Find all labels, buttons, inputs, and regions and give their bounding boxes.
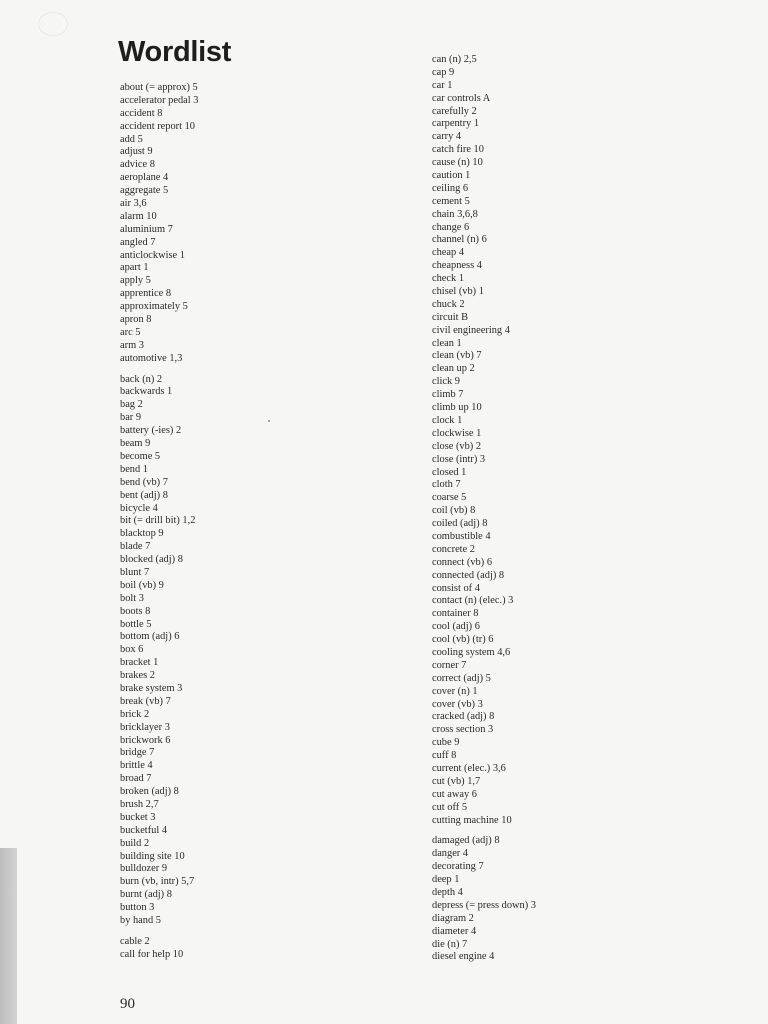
- wordlist-entry: carry 4: [432, 131, 462, 143]
- wordlist-entry: car 1: [432, 79, 453, 91]
- wordlist-entry: accelerator pedal 3: [120, 94, 199, 106]
- wordlist-entry: arc 5: [120, 326, 141, 338]
- wordlist-entry: danger 4: [432, 848, 469, 860]
- wordlist-entry: bicycle 4: [120, 502, 158, 514]
- wordlist-entry: bulldozer 9: [120, 863, 168, 875]
- wordlist-entry: arm 3: [120, 339, 144, 351]
- wordlist-entry: aggregate 5: [120, 185, 169, 197]
- wordlist-entry: burn (vb, intr) 5,7: [120, 876, 195, 888]
- wordlist-entry: depress (= press down) 3: [432, 899, 536, 911]
- wordlist-entry: building site 10: [120, 850, 185, 862]
- wordlist-entry: break (vb) 7: [120, 695, 171, 707]
- wordlist-entry: current (elec.) 3,6: [432, 762, 506, 774]
- wordlist-entry: become 5: [120, 450, 161, 462]
- wordlist-entry: alarm 10: [120, 210, 157, 222]
- wordlist-entry: correct (adj) 5: [432, 672, 491, 684]
- wordlist-entry: blunt 7: [120, 566, 150, 578]
- wordlist-entry: change 6: [432, 221, 470, 233]
- wordlist-entry: anticlockwise 1: [120, 249, 185, 261]
- wordlist-entry: clean up 2: [432, 363, 475, 375]
- wordlist-entry: bucket 3: [120, 811, 156, 823]
- wordlist-entry: bar 9: [120, 412, 142, 424]
- wordlist-entry: bricklayer 3: [120, 721, 170, 733]
- wordlist-entry: cool (vb) (tr) 6: [432, 634, 494, 646]
- wordlist-entry: apply 5: [120, 275, 151, 287]
- wordlist-entry: close (vb) 2: [432, 440, 482, 452]
- wordlist-entry: about (= approx) 5: [120, 82, 198, 93]
- wordlist-entry: accident 8: [120, 107, 163, 119]
- wordlist-entry: brake system 3: [120, 682, 183, 694]
- wordlist-entry: add 5: [120, 133, 143, 145]
- wordlist-entry: combustible 4: [432, 530, 491, 542]
- wordlist-entry: depth 4: [432, 887, 463, 898]
- wordlist-entry: aeroplane 4: [120, 172, 169, 184]
- wordlist-entry: boots 8: [120, 605, 151, 617]
- wordlist-entry: battery (-ies) 2: [120, 425, 182, 437]
- wordlist-entry: bridge 7: [120, 747, 155, 759]
- wordlist-entry: by hand 5: [120, 915, 161, 926]
- wordlist-entry: cutting machine 10: [432, 814, 512, 826]
- wordlist-entry: cement 5: [432, 195, 470, 207]
- wordlist-entry: click 9: [432, 376, 460, 388]
- wordlist-entry: clock 1: [432, 414, 463, 426]
- wordlist-entry: close (intr) 3: [432, 453, 486, 465]
- wordlist-entry: cross section 3: [432, 724, 494, 736]
- wordlist-entry: cap 9: [432, 66, 455, 78]
- wordlist-entry: adjust 9: [120, 146, 153, 158]
- wordlist-entry: burnt (adj) 8: [120, 889, 172, 901]
- wordlist-column-left: [120, 82, 380, 962]
- wordlist-entry: closed 1: [432, 466, 467, 478]
- wordlist-entry: cloth 7: [432, 479, 461, 491]
- wordlist-entry: bottle 5: [120, 618, 152, 630]
- wordlist-entry: accident report 10: [120, 120, 196, 132]
- wordlist-entry: bucketful 4: [120, 824, 168, 836]
- wordlist-entry: bend (vb) 7: [120, 476, 168, 488]
- wordlist-entry: button 3: [120, 902, 155, 914]
- wordlist-entry: cut (vb) 1,7: [432, 775, 481, 787]
- wordlist-entry: contact (n) (elec.) 3: [432, 595, 514, 607]
- wordlist-entry: civil engineering 4: [432, 324, 510, 336]
- wordlist-entry: build 2: [120, 837, 150, 849]
- wordlist-entry: carpentry 1: [432, 118, 480, 130]
- wordlist-entry: car controls A: [432, 92, 491, 104]
- wordlist-entry: air 3,6: [120, 198, 147, 210]
- wordlist-entry: diesel engine 4: [432, 951, 495, 963]
- wordlist-entry: brickwork 6: [120, 734, 171, 746]
- wordlist-entry: brick 2: [120, 708, 150, 720]
- wordlist-entry: advice 8: [120, 159, 155, 171]
- wordlist-entry: brittle 4: [120, 760, 153, 772]
- wordlist-entry: automotive 1,3: [120, 352, 183, 364]
- wordlist-entry: climb up 10: [432, 402, 482, 414]
- wordlist-entry: approximately 5: [120, 301, 188, 313]
- wordlist-column-right: [432, 54, 712, 964]
- wordlist-entry: clean (vb) 7: [432, 350, 482, 362]
- wordlist-entry: bolt 3: [120, 592, 144, 604]
- wordlist-entry: bottom (adj) 6: [120, 631, 180, 643]
- wordlist-entry: circuit B: [432, 311, 469, 323]
- wordlist-entry: blade 7: [120, 541, 151, 553]
- wordlist-entry: cable 2: [120, 935, 150, 947]
- wordlist-entry: cheapness 4: [432, 260, 482, 272]
- wordlist-entry: chain 3,6,8: [432, 208, 478, 220]
- wordlist-entry: blocked (adj) 8: [120, 554, 183, 566]
- wordlist-entry: brakes 2: [120, 670, 155, 682]
- wordlist-entry: cover (vb) 3: [432, 698, 483, 710]
- wordlist-entry: catch fire 10: [432, 144, 484, 156]
- wordlist-entry: cooling system 4,6: [432, 646, 511, 658]
- wordlist-entry: climb 7: [432, 389, 464, 401]
- wordlist-entry: apprentice 8: [120, 288, 172, 300]
- wordlist-entry: deep 1: [432, 874, 460, 886]
- wordlist-entry: cover (n) 1: [432, 685, 478, 697]
- wordlist-entry: backwards 1: [120, 386, 173, 398]
- wordlist-entry: connected (adj) 8: [432, 569, 505, 581]
- wordlist-entry: bracket 1: [120, 657, 159, 669]
- wordlist-entry: coarse 5: [432, 492, 467, 504]
- wordlist-entry: ceiling 6: [432, 182, 469, 194]
- wordlist-entry: die (n) 7: [432, 938, 468, 950]
- wordlist-entry: bit (= drill bit) 1,2: [120, 515, 196, 527]
- page-edge-shadow: [0, 848, 17, 1024]
- wordlist-entry: can (n) 2,5: [432, 54, 477, 65]
- wordlist-entry: clockwise 1: [432, 427, 482, 439]
- wordlist-entry: bend 1: [120, 463, 148, 475]
- wordlist-entry: decorating 7: [432, 861, 484, 873]
- wordlist-entry: concrete 2: [432, 543, 475, 555]
- wordlist-entry: caution 1: [432, 170, 471, 182]
- wordlist-entry: angled 7: [120, 236, 156, 248]
- wordlist-entry: broad 7: [120, 773, 152, 785]
- wordlist-entry: consist of 4: [432, 582, 480, 594]
- wordlist-entry: broken (adj) 8: [120, 786, 179, 798]
- wordlist-entry: apron 8: [120, 314, 152, 326]
- wordlist-entry: call for help 10: [120, 948, 184, 960]
- wordlist-entry: chuck 2: [432, 298, 465, 310]
- wordlist-entry: cheap 4: [432, 247, 465, 259]
- wordlist-entry: check 1: [432, 273, 465, 285]
- wordlist-entry: cracked (adj) 8: [432, 711, 495, 723]
- wordlist-entry: blacktop 9: [120, 528, 164, 540]
- corner-smudge: [38, 12, 68, 36]
- wordlist-entry: diameter 4: [432, 925, 477, 937]
- wordlist-entry: bag 2: [120, 399, 143, 411]
- wordlist-entry: clean 1: [432, 337, 462, 349]
- wordlist-entry: connect (vb) 6: [432, 556, 493, 568]
- wordlist-entry: box 6: [120, 644, 144, 656]
- wordlist-entry: chisel (vb) 1: [432, 286, 484, 298]
- wordlist-entry: apart 1: [120, 262, 149, 274]
- wordlist-entry: diagram 2: [432, 912, 474, 924]
- wordlist-entry: cause (n) 10: [432, 157, 483, 169]
- page-number: 90: [120, 996, 135, 1012]
- wordlist-entry: cut off 5: [432, 801, 468, 813]
- wordlist-entry: beam 9: [120, 438, 151, 450]
- wordlist-entry: channel (n) 6: [432, 234, 487, 246]
- wordlist-entry: cool (adj) 6: [432, 621, 480, 633]
- wordlist-entry: aluminium 7: [120, 223, 173, 235]
- wordlist-entry: back (n) 2: [120, 373, 163, 385]
- section-gap: [120, 928, 380, 936]
- wordlist-entry: carefully 2: [432, 105, 477, 117]
- wordlist-entry: cube 9: [432, 737, 460, 749]
- wordlist-entry: boil (vb) 9: [120, 579, 164, 591]
- wordlist-entry: corner 7: [432, 659, 467, 671]
- section-gap: [120, 366, 380, 374]
- page-title: Wordlist: [118, 36, 232, 68]
- wordlist-entry: brush 2,7: [120, 798, 159, 810]
- wordlist-entry: damaged (adj) 8: [432, 835, 500, 847]
- wordlist-entry: bent (adj) 8: [120, 489, 168, 501]
- wordlist-entry: cut away 6: [432, 788, 478, 800]
- wordlist-entry: container 8: [432, 608, 479, 620]
- wordlist-entry: coil (vb) 8: [432, 505, 476, 517]
- section-gap: [432, 827, 712, 835]
- wordlist-entry: coiled (adj) 8: [432, 518, 488, 530]
- wordlist-entry: cuff 8: [432, 750, 457, 762]
